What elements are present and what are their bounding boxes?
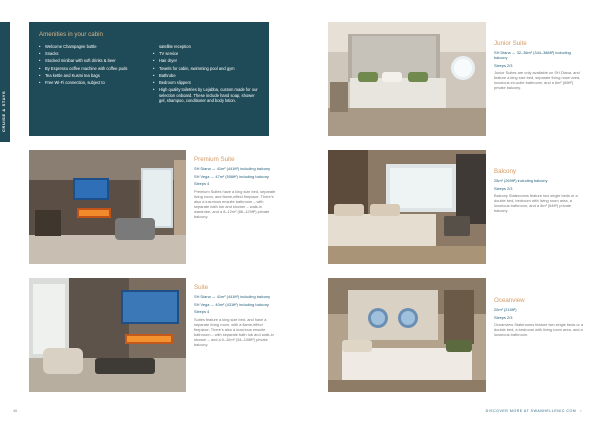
premium-suite-size-diana: SH Diana → 41m² (441ft²) including balcony [194, 166, 271, 171]
list-item-continuation: satellite reception [159, 44, 191, 49]
balcony-description: Balcony Staterooms feature two single beds or a double bed, bedroom with living room area, a luxurious bathroom, and a 5m² (54ft²) private balcony. [494, 193, 578, 213]
suite-info [194, 284, 276, 347]
premium-suite-description: Premium Suites have a king size bed, separate living room, and flame-effect fireplace. There's also a luxurious ensuite bathroom – with separate bath tub and shower – walk-in wardrobe, and a 8–12m² (86–129ft²) private balcony. [194, 188, 276, 219]
oceanview-description: Oceanview Staterooms feature two single beds or a double bed, a bedroom with living room area, and a luxurious bathroom. [494, 322, 584, 337]
premium-suite-title: Premium Suite [194, 156, 235, 163]
premium-suite-info [194, 156, 276, 219]
list-item: • Snacks [39, 51, 145, 57]
list-item: • Stocked minibar with soft drinks & beer [39, 58, 145, 64]
suite-photo [29, 278, 186, 392]
chevron-right-icon: › [580, 409, 582, 413]
page-number: 46 [13, 409, 18, 413]
junior-suite-title: Junior Suite [494, 40, 527, 47]
list-item: • Bathrobe [153, 73, 259, 79]
junior-suite-info [494, 40, 584, 90]
list-item: • Hair dryer [153, 58, 259, 64]
premium-suite-photo [29, 150, 186, 264]
balcony-title: Balcony [494, 168, 517, 175]
suite-title: Suite [194, 284, 209, 291]
balcony-size: 25m² (269ft²) including balcony [494, 178, 548, 183]
list-item: • By Espresso coffee machine with coffee pods [39, 66, 145, 72]
balcony-sleeps: Sleeps 2/3 [494, 185, 513, 191]
balcony-photo [328, 150, 486, 264]
amenities-list-right [153, 44, 259, 106]
junior-suite-description: Junior Suites are only available on SH Diana, and feature a king size bed, separate living room area, luxurious en-suite bathroom, and a 6m² (65ft²) private balcony. [494, 70, 581, 90]
oceanview-photo [328, 278, 486, 392]
list-item: • High quality toiletries by Lejabba, custom made for our selection onboard. These include hand soap, shower gel, shampoo, conditioner and body lotion. [153, 87, 259, 104]
side-section-tab [0, 22, 10, 142]
list-item: • TV service [153, 51, 259, 57]
side-tab-label: CRUISE & STAYS [1, 90, 6, 132]
list-item: • Free Wi-Fi connection, subject to [39, 80, 145, 86]
premium-suite-sleeps: Sleeps 4 [194, 181, 210, 186]
balcony-info [494, 168, 584, 213]
oceanview-info [494, 297, 584, 337]
suite-size-diana: SH Diana → 41m² (441ft²) including balcony [194, 294, 271, 299]
suite-sleeps: Sleeps 4 [194, 309, 210, 314]
list-item: • Tea kettle and Kusmi tea bags [39, 73, 145, 79]
amenities-title: Amenities in your cabin [39, 31, 103, 38]
list-item: • Towels for cabin, swimming pool and gym [153, 66, 259, 72]
suite-description: Suites feature a king size bed, and have a separate living room, with a flame-effect fireplace. There's also a luxurious ensuite bathroom – with separate bath tub and walk-in shower – and a 5–10m² (54–108ft²) private balcony. [194, 316, 274, 347]
amenities-panel [29, 22, 269, 136]
discover-more-link-text[interactable]: DISCOVER MORE AT SWANHELLENIC.COM [485, 409, 577, 413]
junior-suite-size: SH Diana → 32–36m² (344–388ft²) including balcony [494, 50, 571, 60]
amenities-list-left [39, 44, 145, 106]
premium-suite-size-vega: SH Vega → 47m² (506ft²) including balcony [194, 173, 269, 179]
list-item: • Bedroom slippers [153, 80, 259, 86]
list-item: • Welcome Champagne bottle [39, 44, 145, 50]
oceanview-size: 20m² (215ft²) [494, 307, 517, 312]
oceanview-sleeps: Sleeps 2/3 [494, 314, 513, 320]
junior-suite-photo [328, 22, 486, 136]
suite-size-vega: SH Vega → 40m² (431ft²) including balcony [194, 301, 269, 307]
discover-more-link[interactable] [486, 409, 582, 413]
oceanview-title: Oceanview [494, 297, 525, 304]
junior-suite-sleeps: Sleeps 2/3 [494, 62, 513, 68]
